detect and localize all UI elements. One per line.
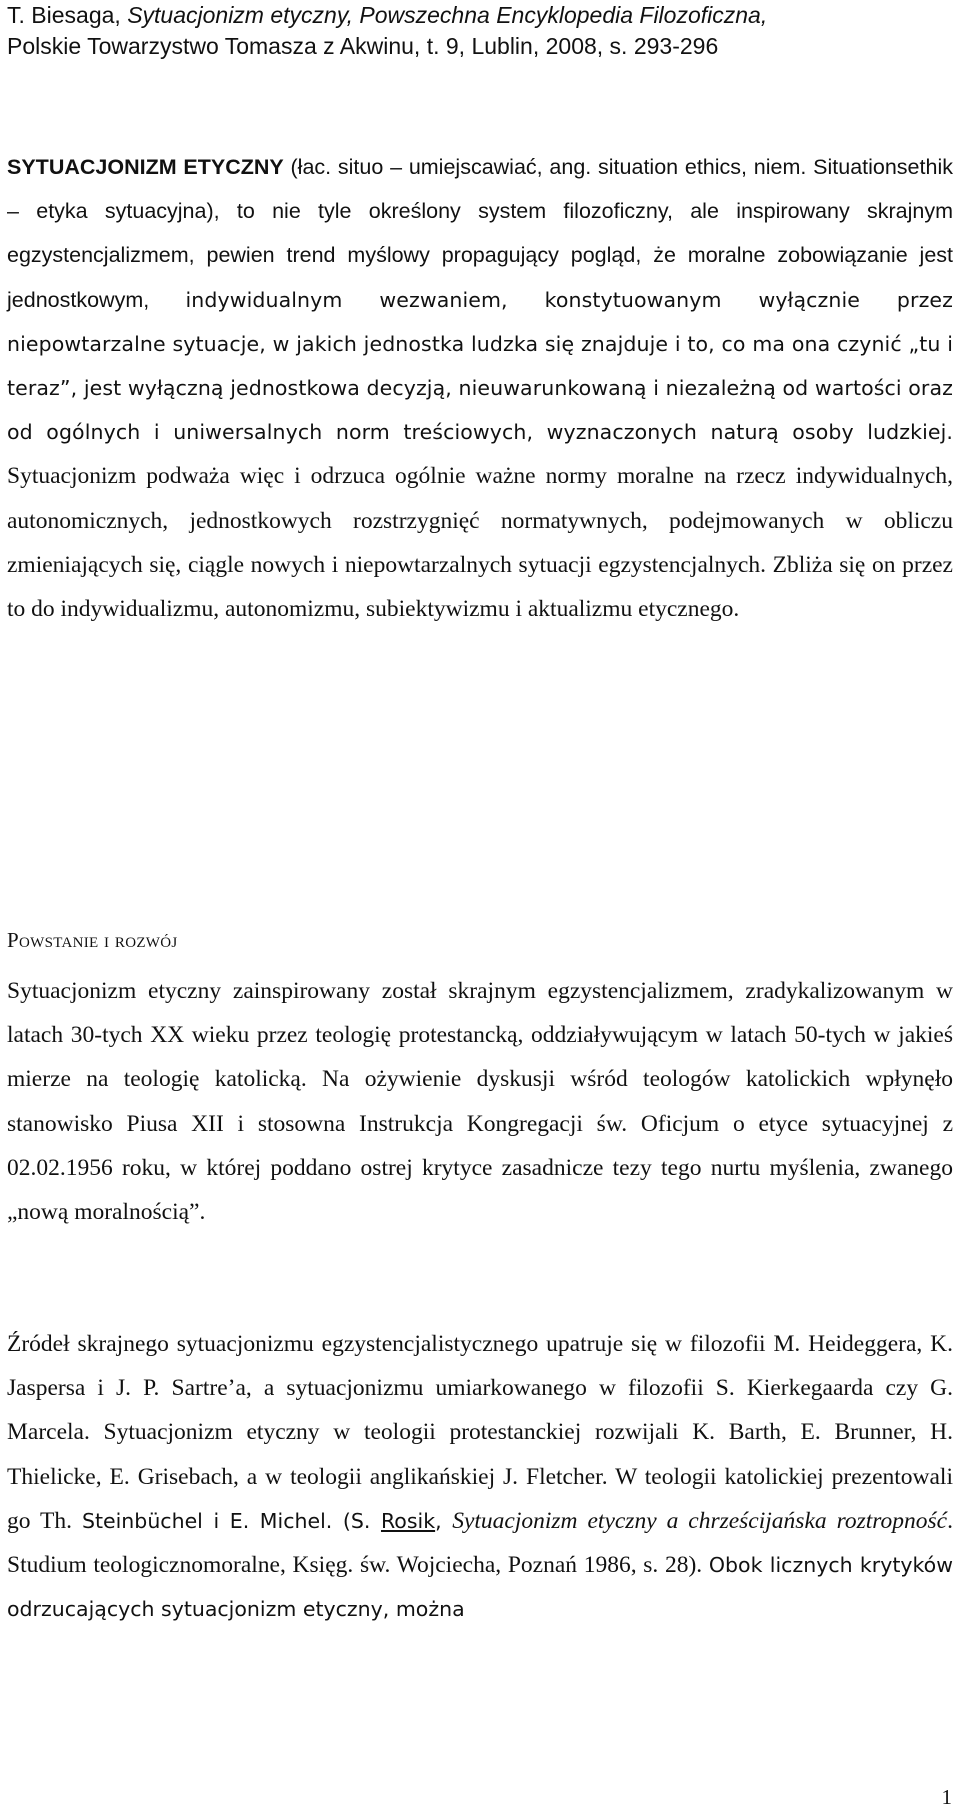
entry-definition-paragraph — [7, 145, 953, 631]
bibliographic-citation — [7, 0, 937, 62]
citation-publisher: Polskie Towarzystwo Tomasza z Akwinu, t. 9, Lublin, 2008, s. 293-296 — [7, 33, 719, 59]
entry-headword: SYTUACJONIZM ETYCZNY — [7, 155, 284, 179]
entry-intro-continuation: indywidualnym wezwaniem, konstytuowanym wyłącznie przez niepowtarzalne sytuacje, w jakich jednostka ludzka się znajduje i to, co ma ona czynić „tu i teraz”, jest wyłączną jednostkowa decyzją, nieuwarunkowaną i niezależną od wartości oraz od ogólnych i uniwersalnych norm treściowych, wyznaczonych naturą osoby ludzkiej. — [7, 287, 953, 445]
citation-title: Sytuacjonizm etyczny, Powszechna Encyklopedia Filozoficzna, — [127, 2, 768, 28]
sources-text-cont: Steinbüchel i E. Michel. (S. — [81, 1508, 381, 1533]
entry-intro-etymology: (łac. situo – umiejscawiać, ang. situation ethics, niem. — [283, 155, 814, 179]
entry-intro-end: etycznego. — [638, 596, 740, 623]
reference-title: Sytuacjonizm etyczny a chrześcijańska roztropność — [452, 1507, 948, 1534]
reference-author-link[interactable]: Rosik — [380, 1508, 436, 1533]
sources-text-end: Obok licznych krytyków odrzucających sytuacjonizm etyczny, można — [7, 1553, 953, 1622]
entry-intro-definition: Situationsethik – etyka sytuacyjna), to nie tyle określony system filozoficzny, ale inspirowany skrajnym egzystencjalizmem, pewien trend myślowy propagujący pogląd, że moralne zobowiązanie jest jednostkowym, — [7, 155, 953, 312]
reference-details: . Studium teologicznomoralne, Księg. św. Wojciecha, Poznań 1986, s. 28). — [7, 1507, 953, 1579]
section-paragraph-sources — [7, 1322, 953, 1631]
page-number: 1 — [941, 1785, 952, 1809]
reference-separator: , — [435, 1508, 453, 1533]
sources-text: Źródeł skrajnego sytuacjonizmu egzystencjalistycznego upatruje się w filozofii M. Heideggera, K. Jaspersa i J. P. Sartre’a, a sytuacjonizmu umiarkowanego w filozofii S. Kierkegaarda czy G. Marcela. Sytuacjonizm etyczny w teologii protestanckiej rozwijali K. Barth, E. Brunner, H. Thielicke, E. Grisebach, a w teologii anglikańskiej J. Fletcher. W teologii katolickiej prezentowali go Th. — [7, 1331, 953, 1534]
citation-author: T. Biesaga, — [7, 2, 128, 28]
section-heading: Powstanie i rozwój — [7, 928, 178, 952]
section-paragraph-origins: Sytuacjonizm etyczny zainspirowany został skrajnym egzystencjalizmem, zradykalizowanym w latach 30-tych XX wieku przez teologię protestancką, oddziaływującym w latach 50-tych w jakieś mierze na teologię katolicką. Na ożywienie dyskusji wśród teologów katolickich wpłynęło stanowisko Piusa XII i stosowna Instrukcja Kongregacji św. Oficjum o etyce sytuacyjnej z 02.02.1956 roku, w której poddano ostrej krytyce zasadnicze tezy tego nurtu myślenia, zwanego „nową moralnością”. — [7, 978, 953, 1226]
entry-intro-critique: Sytuacjonizm podważa więc i odrzuca ogólnie ważne normy moralne na rzecz indywidualnych, autonomicznych, jednostkowych rozstrzygnięć normatywnych, podejmowanych w obliczu zmieniających się, ciągle nowych i niepowtarzalnych sytuacji egzystencjalnych. Zbliża się on przez to do indywidualizmu, autonomizmu, subiektywizmu i aktualizmu — [7, 463, 953, 623]
